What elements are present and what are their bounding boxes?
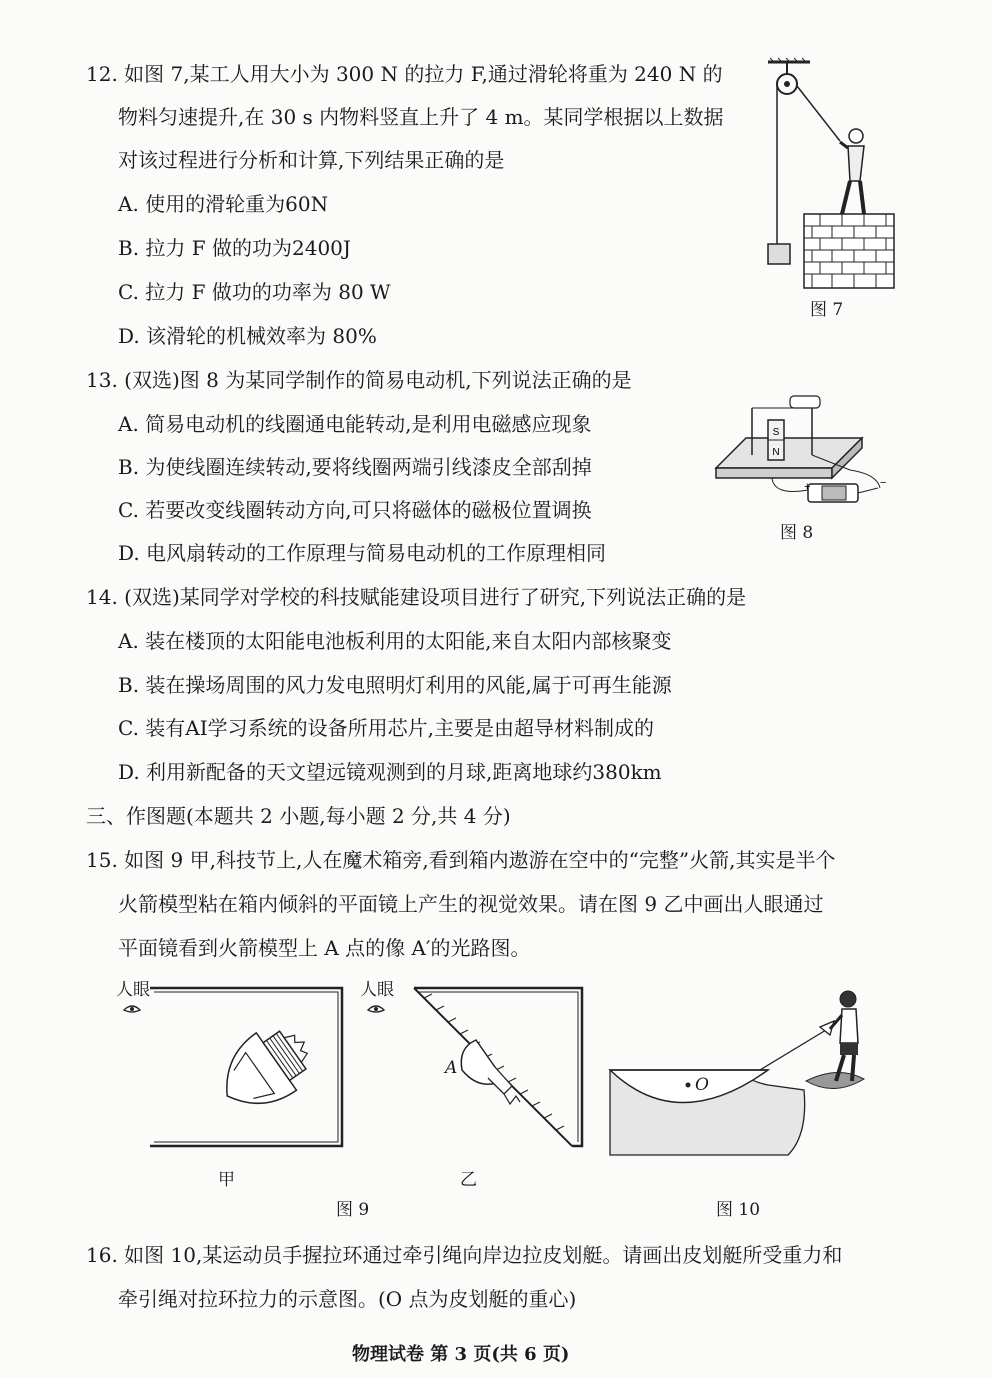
point-a-label: A bbox=[445, 1058, 458, 1078]
q13-option-a: A. 简易电动机的线圈通电能转动,是利用电磁感应现象 bbox=[118, 412, 592, 436]
section-3-heading: 三、作图题(本题共 2 小题,每小题 2 分,共 4 分) bbox=[86, 804, 511, 828]
figure-8-motor bbox=[712, 390, 892, 520]
q12-option-c: C. 拉力 F 做功的功率为 80 W bbox=[118, 280, 391, 304]
svg-text:−: − bbox=[880, 477, 887, 489]
figure-9-jia-label: 甲 bbox=[218, 1170, 235, 1190]
q15-line-3: 平面镜看到火箭模型上 A 点的像 A′的光路图。 bbox=[118, 936, 531, 960]
q12-option-d: D. 该滑轮的机械效率为 80% bbox=[118, 324, 377, 348]
q16-line-2: 牵引绳对拉环拉力的示意图。(O 点为皮划艇的重心) bbox=[118, 1287, 577, 1311]
q12-line-2: 物料匀速提升,在 30 s 内物料竖直上升了 4 m。某同学根据以上数据 bbox=[118, 105, 724, 129]
q13-option-d: D. 电风扇转动的工作原理与简易电动机的工作原理相同 bbox=[118, 541, 607, 565]
figure-9-yi-eye-label: 人眼 bbox=[360, 980, 394, 1000]
figure-7-caption: 图 7 bbox=[810, 300, 844, 320]
q12-line-3: 对该过程进行分析和计算,下列结果正确的是 bbox=[118, 148, 505, 172]
magnet-n-label: N bbox=[772, 447, 780, 458]
q12-option-a: A. 使用的滑轮重为60N bbox=[118, 192, 329, 216]
q15-line-1: 15. 如图 9 甲,科技节上,人在魔术箱旁,看到箱内遨游在空中的“完整”火箭,其实是半个 bbox=[86, 848, 836, 872]
q12-line-1: 12. 如图 7,某工人用大小为 300 N 的拉力 F,通过滑轮将重为 240 N 的 bbox=[86, 62, 723, 86]
magnet-s-label: S bbox=[772, 427, 780, 438]
svg-text:+: + bbox=[804, 481, 811, 493]
q14-stem: 14. (双选)某同学对学校的科技赋能建设项目进行了研究,下列说法正确的是 bbox=[86, 585, 747, 609]
figure-7-pulley bbox=[760, 56, 910, 296]
q15-line-2: 火箭模型粘在箱内倾斜的平面镜上产生的视觉效果。请在图 9 乙中画出人眼通过 bbox=[118, 892, 824, 916]
figure-9-jia bbox=[110, 978, 350, 1163]
page-footer: 物理试卷 第 3 页(共 6 页) bbox=[352, 1344, 570, 1365]
q13-option-b: B. 为使线圈连续转动,要将线圈两端引线漆皮全部刮掉 bbox=[118, 455, 592, 479]
figure-9-jia-eye-label: 人眼 bbox=[116, 980, 150, 1000]
q14-option-a: A. 装在楼顶的太阳能电池板利用的太阳能,来自太阳内部核聚变 bbox=[118, 629, 672, 653]
q14-option-c: C. 装有AI学习系统的设备所用芯片,主要是由超导材料制成的 bbox=[118, 716, 655, 740]
q14-option-b: B. 装在操场周围的风力发电照明灯利用的风能,属于可再生能源 bbox=[118, 673, 672, 697]
figure-9-yi-label: 乙 bbox=[460, 1170, 477, 1190]
q12-option-b: B. 拉力 F 做的功为2400J bbox=[118, 236, 351, 260]
figure-9-yi bbox=[354, 978, 594, 1163]
figure-10-kayak bbox=[608, 985, 898, 1160]
q13-option-c: C. 若要改变线圈转动方向,可只将磁体的磁极位置调换 bbox=[118, 498, 592, 522]
q14-option-d: D. 利用新配备的天文望远镜观测到的月球,距离地球约380km bbox=[118, 760, 662, 784]
figure-8-caption: 图 8 bbox=[780, 523, 814, 543]
q13-stem: 13. (双选)图 8 为某同学制作的简易电动机,下列说法正确的是 bbox=[86, 368, 632, 392]
eye-icon bbox=[368, 1006, 384, 1012]
figure-10-caption: 图 10 bbox=[716, 1200, 761, 1220]
figure-9-caption: 图 9 bbox=[336, 1200, 370, 1220]
half-rocket-icon bbox=[461, 1040, 520, 1104]
q16-line-1: 16. 如图 10,某运动员手握拉环通过牵引绳向岸边拉皮划艇。请画出皮划艇所受重力和 bbox=[86, 1243, 843, 1267]
point-o-label: O bbox=[695, 1075, 709, 1095]
eye-icon bbox=[124, 1006, 140, 1012]
rocket-icon bbox=[207, 1013, 324, 1124]
